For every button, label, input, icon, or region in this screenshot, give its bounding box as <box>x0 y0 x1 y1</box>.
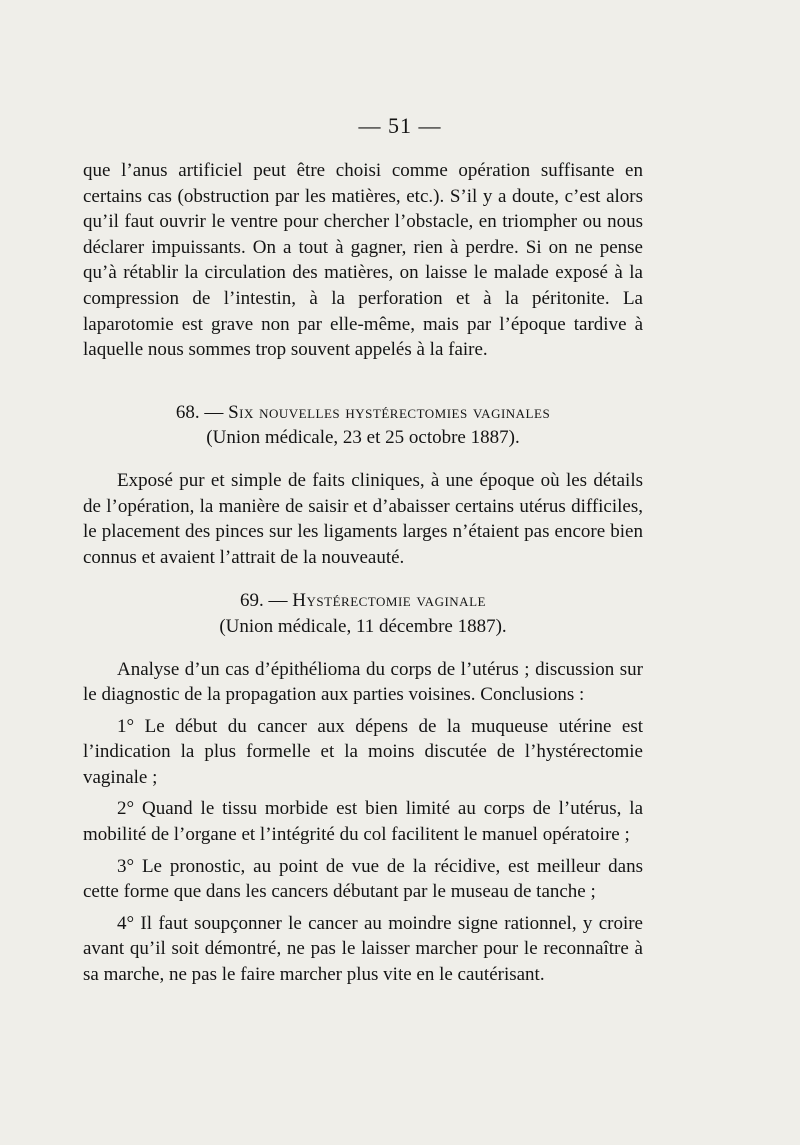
section-69-heading <box>83 588 643 639</box>
section-69-number: 69. — <box>240 590 288 612</box>
section-68-body: Exposé pur et simple de faits cliniques, à une époque où les détails de l’opération, la manière de saisir et d’abaisser certains utérus difficiles, le placement des pinces sur les ligaments larges n’étaient pas encore bien connus et avaient l’attrait de la nouveauté. <box>83 469 643 568</box>
section-69-source: (Union médicale, 11 décembre 1887). <box>219 615 507 637</box>
section-69-intro: Analyse d’un cas d’épithélioma du corps de l’utérus ; discussion sur le diagnostic de la propagation aux parties voisines. Conclusions : <box>83 658 643 706</box>
section-69-title: Hystérectomie vaginale <box>292 590 486 612</box>
section-68-source: (Union médicale, 23 et 25 octobre 1887). <box>206 427 520 449</box>
page-number: — 51 — <box>358 113 442 138</box>
conclusion-item: 4° Il faut soupçonner le cancer au moindre signe rationnel, y croire avant qu’il soit démontré, ne pas le laisser marcher pour le reconnaître à sa marche, ne pas le faire marcher plus vite en le cautérisant. <box>83 912 643 986</box>
page-body <box>83 158 643 988</box>
section-68-title: Six nouvelles hystérectomies vaginales <box>228 401 551 423</box>
intro-paragraph: que l’anus artificiel peut être choisi comme opération suffisante en certains cas (obstruction par les matières, etc.). S’il y a doute, c’est alors qu’il faut ouvrir le ventre pour chercher l’obstacle, en triompher ou nous déclarer impuissants. On a tout à gagner, rien à perdre. Si on ne pense qu’à rétablir la circulation des matières, on laisse le malade exposé à la compression de l’intestin, à la perforation et à la péritonite. La laparotomie est grave non par elle-même, mais par l’époque tardive à laquelle nous sommes trop souvent appelés à la faire. <box>83 160 643 361</box>
section-68-heading <box>83 400 643 451</box>
section-68-number: 68. — <box>175 401 224 423</box>
conclusion-item: 3° Le pronostic, au point de vue de la récidive, est meilleur dans cette forme que dans les cancers débutant par le museau de tanche ; <box>83 855 643 903</box>
conclusion-item: 2° Quand le tissu morbide est bien limité au corps de l’utérus, la mobilité de l’organe et l’intégrité du col facilitent le manuel opératoire ; <box>83 798 643 846</box>
conclusion-item: 1° Le début du cancer aux dépens de la muqueuse utérine est l’indication la plus formelle et la moins discutée de l’hystérectomie vaginale ; <box>83 715 643 788</box>
